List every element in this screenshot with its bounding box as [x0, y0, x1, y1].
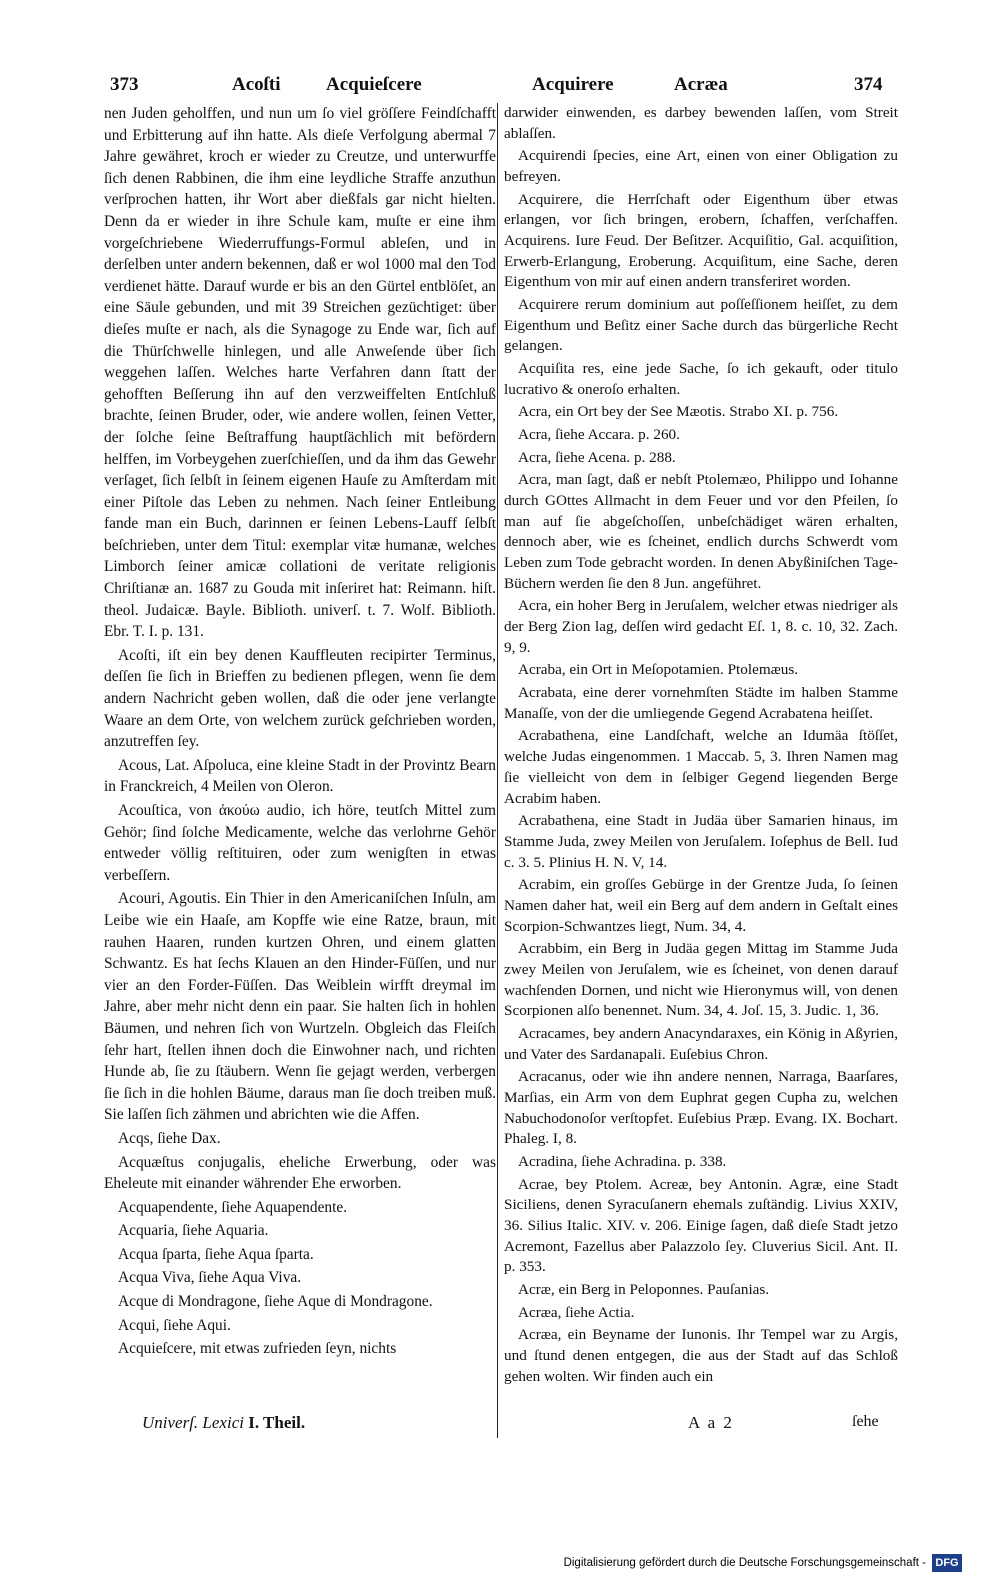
entry-paragraph: Acquaria, ſiehe Aquaria.	[118, 1222, 269, 1240]
entry-paragraph: Acqui, ſiehe Aqui.	[118, 1316, 231, 1334]
page-number-right: 374	[854, 74, 883, 95]
entry-paragraph: Acouri, Agoutis. Ein Thier in den Americaniſchen Inſuln, am Leibe wie ein Haaſe, am Kopffe wie eine Ratze, braun, mit rauhen Haaren, runden kurtzen Ohren, und einem glatten Schwantz. Es hat ſechs Klauen an den Hinder-Füſſen, und nur vier an den Forder-Füſſen. Das Weiblein wirfft dreymal im Jahre, aber mehr nicht denn ein paar. Sie halten ſich in hohlen Bäumen, und nehren ſich von Wurtzeln. Obgleich das Fleiſch ſehr hart, ſtellen ihnen doch die Einwohner nach, und richten Hunde ab, ſie zu ſtäubern. Wenn ſie gejagt werden, verbergen ſie ſich in die hohlen Bäume, daraus man ſie doch treiben muß. Sie laſſen ſich zähmen und abrichten wie die Affen.	[104, 890, 496, 1124]
left-column	[104, 103, 496, 1360]
running-head-left: Acoſti	[232, 74, 281, 95]
entry-paragraph: Acous, Lat. Aſpoluca, eine kleine Stadt in der Provintz Bearn in Franckreich, 4 Meilen von Oleron.	[104, 756, 496, 796]
entry-paragraph: Acra, ſiehe Acena. p. 288.	[518, 448, 676, 466]
entry-paragraph: Acque di Mondragone, ſiehe Aque di Mondragone.	[118, 1293, 433, 1311]
book-title: Univerſ. Lexici	[142, 1413, 244, 1432]
entry-paragraph: Acraba, ein Ort in Meſopotamien. Ptolemæus.	[518, 661, 799, 679]
dfg-logo: DFG	[932, 1554, 962, 1572]
catchword: ſehe	[852, 1413, 879, 1430]
entry-paragraph: Acrabata, eine derer vornehmſten Städte im halben Stamme Manaſſe, von der die umliegende Gegend Acrabatena heiſſet.	[504, 684, 898, 722]
volume-label: I. Theil.	[248, 1413, 306, 1432]
entry-paragraph: Acræa, ſiehe Actia.	[518, 1303, 635, 1321]
entry-paragraph: Acracanus, oder wie ihn andere nennen, Narraga, Baarſares, Marſias, ein Arm von dem Euphrat gegen Cupha zu, welchen Nabuchodonoſor verſtopfet. Euſebius Præp. Evang. IX. Bochart. Phaleg. I, 8.	[504, 1068, 898, 1148]
signature-mark: A a 2	[688, 1413, 734, 1432]
credit-text: Digitalisierung gefördert durch die Deutsche Forschungsgemeinschaft -	[563, 1557, 926, 1569]
running-head-right: Acræa	[674, 74, 728, 95]
entry-paragraph: Acra, ſiehe Accara. p. 260.	[518, 426, 680, 444]
entry-paragraph: Acqs, ſiehe Dax.	[118, 1129, 221, 1147]
entry-paragraph: Acquirere, die Herrſchaft oder Eigenthum über etwas erlangen, vor ſich bringen, erobern, ſchaffen, verſchaffen. Acquirens. Iure Feud. Der Beſitzer. Acquiſitio, Gal. acquiſition, Erwerb-Erlangung, Eroberung. Acquiſitum, eine Sache, deren Eigenthum von mir auf einen andern transferiret worden.	[504, 190, 898, 291]
entry-paragraph: Acrabim, ein groſſes Gebürge in der Grentze Juda, ſo ſeinen Namen daher hat, weil ein Berg auf dem andern in Geſtalt eines Scorpion-Schwantzes liegt, Num. 34, 4.	[504, 876, 898, 935]
entry-paragraph: Acqua ſparta, ſiehe Aqua ſparta.	[118, 1245, 314, 1263]
entry-paragraph: Acra, ein Ort bey der See Mæotis. Strabo XI. p. 756.	[518, 403, 839, 421]
entry-paragraph: nen Juden geholffen, und nun um ſo viel gröſſere Feindſchafft und Erbitterung auf ihn hatte. Als dieſe Verfolgung abermal 7 Jahre gewähret, kroch er wieder zu Creutze, und unterwurffe ſich denen Rabbinen, die ihm eine leydliche Straffe anzuthun verſprochen hatten, ihr Wort aber dießfals gar nicht hielten. Denn da er wieder in ihre Schule kam, muſte er eine ihm vorgeſchriebene Wiederruffungs-Formul ableſen, und in derſelben unter andern bekennen, daß er wol 1000 mal den Tod verdienet hätte. Darauf wurde er bis an den Gürtel entblöſet, an eine Säule gebunden, und mit 39 Streichen gezüchtiget: über dieſes muſte er nach, als die Synagoge zu Ende war, ſich auf die Thürſchwelle hinlegen, und alle Anweſende über ſich weggehen laſſen. Welches harte Verfahren dann ſtatt der gehofften Beſſerung ihn auf den verzweiffelten Entſchluß brachte, ſeinen Bruder, oder, wie andere wollen, ſeinen Vetter, der ſolche ſeine Beſtraffung hauptſächlich mit befördern helffen, im Vorbeygehen zuerſchieſſen, und da ihm das Gewehr verſaget, ſich ſelbſt in ſeinem eigenen Hauſe zu Amſterdam mit einer Piſtole das Leben zu nehmen. Nach ſeiner Entleibung fande man ein Buch, darinnen er ſeinen Lebens-Lauff ſelbſt beſchrieben, unter dem Titul: exemplar vitæ humanæ, welches Limborch ſeiner amicæ collationi de veritate religionis Chriſtianæ an. 1687 zu Gouda mit inſeriret hat: Reimann. hiſt. theol. Judaicæ. Bayle. Biblioth. univerſ. t. 7. Wolf. Biblioth. Ebr. T. I. p. 131.	[104, 105, 496, 641]
entry-paragraph: darwider einwenden, es darbey bewenden laſſen, vom Streit ablaſſen.	[504, 104, 898, 142]
entry-paragraph: Acradina, ſiehe Achradina. p. 338.	[518, 1152, 727, 1170]
right-column	[504, 103, 898, 1387]
entry-paragraph: Acquieſcere, mit etwas zufrieden ſeyn, nichts	[118, 1340, 397, 1358]
entry-paragraph: Acrabbim, ein Berg in Judäa gegen Mittag im Stamme Juda zwey Meilen von Jeruſalem, wie es ſcheinet, von denen darauf wachſenden Dornen, und nicht wie Hieronymus will, von denen Scorpionen alſo benennet. Num. 34, 4. Joſ. 15, 3. Judic. 1, 36.	[504, 940, 898, 1020]
running-head-center-left: Acquieſcere	[326, 74, 422, 95]
entry-paragraph: Acquapendente, ſiehe Aquapendente.	[118, 1198, 348, 1216]
footer-book-title	[142, 1413, 305, 1439]
running-head-center-right: Acquirere	[532, 74, 614, 95]
entry-paragraph: Acrabathena, eine Stadt in Judäa über Samarien hinaus, im Stamme Juda, zwey Meilen von Jeruſalem. Ioſephus de Bell. Iud c. 3. 5. Plinius H. N. V, 14.	[504, 812, 898, 871]
entry-paragraph: Acoſti, iſt ein bey denen Kauffleuten recipirter Terminus, deſſen ſie ſich in Brieffen zu bedienen pflegen, wenn ſie dem andern Nachricht geben wollen, daß die oder jene verlangte Waare an dem Orte, von welchem zurück geſchrieben worden, anzutreffen ſey.	[104, 646, 496, 751]
entry-paragraph: Acquiſita res, eine jede Sache, ſo ich gekauft, oder titulo lucrativo & oneroſo erhalten.	[504, 360, 898, 398]
entry-paragraph: Acqua Viva, ſiehe Aqua Viva.	[118, 1269, 302, 1287]
entry-paragraph: Acræa, ein Beyname der Iunonis. Ihr Tempel war zu Argis, und ſtund denen entgegen, die aus der Stadt auf das Schloß gehen wolten. Wir finden auch ein	[504, 1326, 898, 1385]
entry-paragraph: Acquirendi ſpecies, eine Art, einen von einer Obligation zu befreyen.	[504, 147, 898, 186]
entry-paragraph: Acquirere rerum dominium aut poſſeſſionem heiſſet, zu dem Eigenthum und Beſitz einer Sache durch das bürgerliche Recht gelangen.	[504, 296, 898, 355]
entry-paragraph: Acra, ein hoher Berg in Jeruſalem, welcher etwas niedriger als der Berg Zion lag, deſſen wird gedacht Eſ. 1, 8. c. 10, 32. Zach. 9, 9.	[504, 597, 898, 656]
entry-paragraph: Acracames, bey andern Anacyndaraxes, ein König in Aßyrien, und Vater des Sardanapali. Euſebius Chron.	[504, 1024, 898, 1063]
column-divider	[497, 103, 498, 1438]
page-number-left: 373	[110, 74, 139, 95]
entry-paragraph: Acouſtica, von ἀκούω audio, ich höre, teutſch Mittel zum Gehör; ſind ſolche Medicamente, welche das verlohrne Gehör entweder völlig reſtituiren, oder zum wenigſten in etwas verbeſſern.	[104, 802, 496, 884]
entry-paragraph: Acrabathena, eine Landſchaft, welche an Idumäa ſtöſſet, welche Judas eingenommen. 1 Maccab. 5, 3. Ihren Namen mag ſie vielleicht von dem in ſelbiger Gegend liegenden Berge Acrabim haben.	[504, 727, 898, 807]
entry-paragraph: Acræ, ein Berg in Peloponnes. Pauſanias.	[518, 1280, 770, 1298]
digitization-credit	[564, 1552, 962, 1574]
running-header	[108, 74, 898, 104]
entry-paragraph: Acra, man ſagt, daß er nebſt Ptolemæo, Philippo und Iohanne durch GOttes Allmacht in dem Feuer und vor den Pfeilen, ſo man auf ſie abgeſchoſſen, unbeſchädiget wären erhalten, dennoch aber, wie es ſcheinet, endlich durchs Schwerdt vom Leben zum Tode gebracht worden. In denen Abyßiniſchen Tage-Büchern werden ſie den 8 Jun. angeführet.	[504, 471, 898, 592]
entry-paragraph: Acrae, bey Ptolem. Acreæ, bey Antonin. Agræ, eine Stadt Siciliens, denen Syracuſanern ehemals zuſtändig. Livius XXIV, 36. Silius Italic. XIV. v. 206. Einige ſagen, daß dieſe Stadt jetzo Acremont, Fazellus aber Palazzolo ſey. Cluverius Sicil. Ant. II. p. 353.	[504, 1175, 898, 1276]
entry-paragraph: Acquæſtus conjugalis, eheliche Erwerbung, oder was Eheleute mit einander währender Ehe erworben.	[104, 1153, 496, 1193]
